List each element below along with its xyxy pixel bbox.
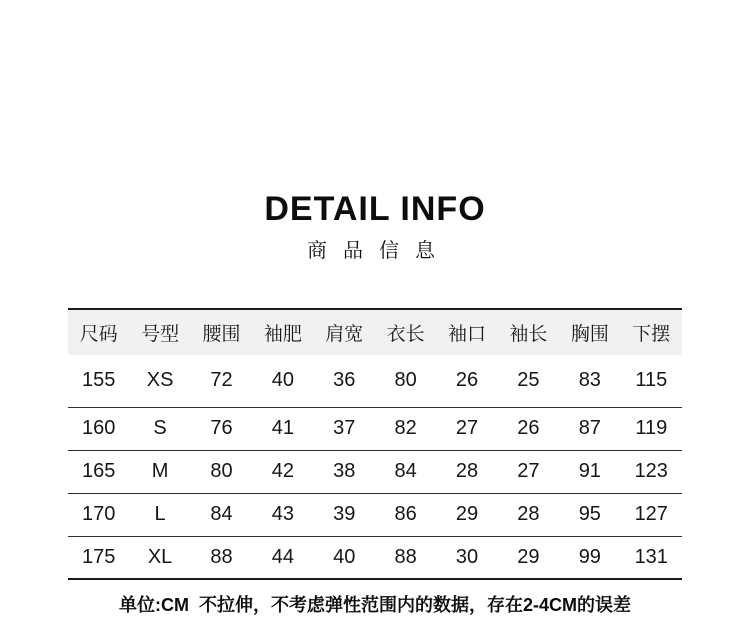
column-header: 下摆: [621, 309, 682, 355]
table-cell: 87: [559, 407, 620, 450]
table-cell: 29: [436, 493, 497, 536]
table-cell: L: [129, 493, 190, 536]
table-cell: 40: [252, 355, 313, 407]
table-cell: 43: [252, 493, 313, 536]
table-cell: 131: [634, 545, 668, 568]
unit-tolerance-note: 单位:CM 不拉伸，不考虑弹性范围内的数据，存在2-4CM的误差: [119, 595, 631, 615]
table-cell: 76: [191, 407, 252, 450]
title-block: [0, 0, 750, 265]
table-cell: 44: [271, 545, 294, 568]
column-header: 袖口: [436, 309, 497, 355]
table-cell: 84: [375, 450, 436, 493]
table-cell: XS: [129, 355, 190, 407]
column-header: 袖肥: [252, 309, 313, 355]
table-cell: 27: [498, 450, 559, 493]
table-cell: 95: [559, 493, 620, 536]
size-chart-table: [68, 308, 682, 580]
table-cell: 28: [436, 450, 497, 493]
table-cell: 26: [498, 407, 559, 450]
table-cell: 39: [314, 493, 375, 536]
table-cell: 40: [333, 545, 356, 568]
table-row: [68, 407, 682, 450]
column-header: 腰围: [191, 309, 252, 355]
table-cell: 42: [252, 450, 313, 493]
table-cell: 127: [621, 493, 682, 536]
column-header: 胸围: [559, 309, 620, 355]
table-cell: M: [129, 450, 190, 493]
table-cell: 86: [375, 493, 436, 536]
table-cell: 99: [578, 545, 601, 568]
table-cell: 155: [68, 355, 129, 407]
table-cell: 83: [559, 355, 620, 407]
table-cell: 82: [375, 407, 436, 450]
column-header: 号型: [129, 309, 190, 355]
table-cell: 170: [68, 493, 129, 536]
table-cell: 84: [191, 493, 252, 536]
table-cell: S: [129, 407, 190, 450]
table-cell: 119: [621, 407, 682, 450]
table-cell: 30: [455, 545, 479, 568]
table-cell: 36: [314, 355, 375, 407]
table-row: [68, 536, 682, 579]
table-cell: XL: [147, 545, 173, 568]
size-table-header-row: [68, 309, 682, 355]
table-cell: 80: [191, 450, 252, 493]
column-header: 袖长: [498, 309, 559, 355]
table-cell: 41: [252, 407, 313, 450]
table-cell: 88: [394, 545, 417, 568]
table-cell: 38: [314, 450, 375, 493]
size-table-head: [68, 309, 682, 355]
table-cell: 91: [559, 450, 620, 493]
page-subtitle: 商品信息: [307, 240, 451, 262]
table-cell: 37: [314, 407, 375, 450]
table-cell: 123: [621, 450, 682, 493]
table-cell: 27: [436, 407, 497, 450]
column-header: 肩宽: [314, 309, 375, 355]
table-cell: 160: [68, 407, 129, 450]
table-cell: 26: [436, 355, 497, 407]
table-cell: 175: [82, 545, 116, 568]
table-cell: 28: [498, 493, 559, 536]
table-row: [68, 493, 682, 536]
table-cell: 80: [375, 355, 436, 407]
table-cell: 29: [517, 545, 540, 568]
table-row: [68, 450, 682, 493]
table-cell: 25: [498, 355, 559, 407]
page-title: DETAIL INFO: [264, 190, 486, 228]
column-header: 衣长: [375, 309, 436, 355]
table-cell: 72: [191, 355, 252, 407]
column-header: 尺码: [68, 309, 129, 355]
table-cell: 115: [621, 355, 682, 407]
table-cell: 165: [68, 450, 129, 493]
table-row: [68, 355, 682, 407]
table-cell: 88: [210, 545, 233, 568]
size-table-body: [68, 355, 682, 579]
